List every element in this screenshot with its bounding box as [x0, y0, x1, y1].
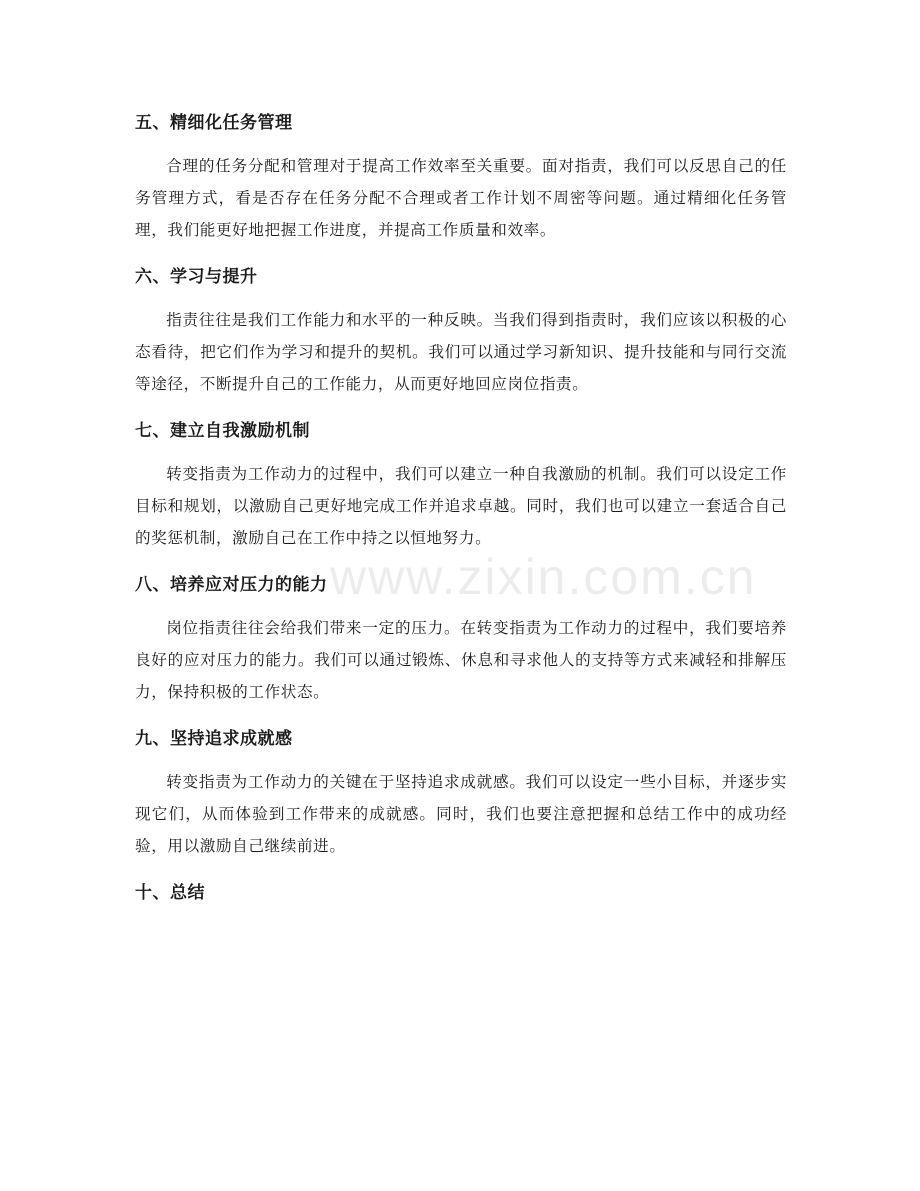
section-heading-7: 七、建立自我激励机制: [135, 421, 310, 441]
section-heading-8: 八、培养应对压力的能力: [135, 575, 328, 595]
section-heading-9: 九、坚持追求成就感: [135, 729, 293, 749]
section-heading-10: 十、总结: [135, 883, 205, 903]
section-paragraph-8: 岗位指责往往会给我们带来一定的压力。在转变指责为工作动力的过程中，我们要培养良好的应对压力的能力。我们可以通过锻炼、休息和寻求他人的支持等方式来减轻和排解压力，保持积极的工作状态。: [135, 619, 787, 701]
watermark-text: www.zixin.com.cn: [330, 549, 757, 605]
document-body: [135, 104, 787, 920]
section-paragraph-5: 合理的任务分配和管理对于提高工作效率至关重要。面对指责，我们可以反思自己的任务管理方式，看是否存在任务分配不合理或者工作计划不周密等问题。通过精细化任务管理，我们能更好地把握工作进度，并提高工作质量和效率。: [135, 157, 787, 239]
section-paragraph-9: 转变指责为工作动力的关键在于坚持追求成就感。我们可以设定一些小目标，并逐步实现它们，从而体验到工作带来的成就感。同时，我们也要注意把握和总结工作中的成功经验，用以激励自己继续前进。: [135, 773, 787, 855]
section-paragraph-7: 转变指责为工作动力的过程中，我们可以建立一种自我激励的机制。我们可以设定工作目标和规划，以激励自己更好地完成工作并追求卓越。同时，我们也可以建立一套适合自己的奖惩机制，激励自己在工作中持之以恒地努力。: [135, 465, 787, 547]
section-heading-6: 六、学习与提升: [135, 267, 258, 287]
section-paragraph-6: 指责往往是我们工作能力和水平的一种反映。当我们得到指责时，我们应该以积极的心态看待，把它们作为学习和提升的契机。我们可以通过学习新知识、提升技能和与同行交流等途径，不断提升自己的工作能力，从而更好地回应岗位指责。: [135, 311, 787, 393]
section-heading-5: 五、精细化任务管理: [135, 113, 293, 133]
